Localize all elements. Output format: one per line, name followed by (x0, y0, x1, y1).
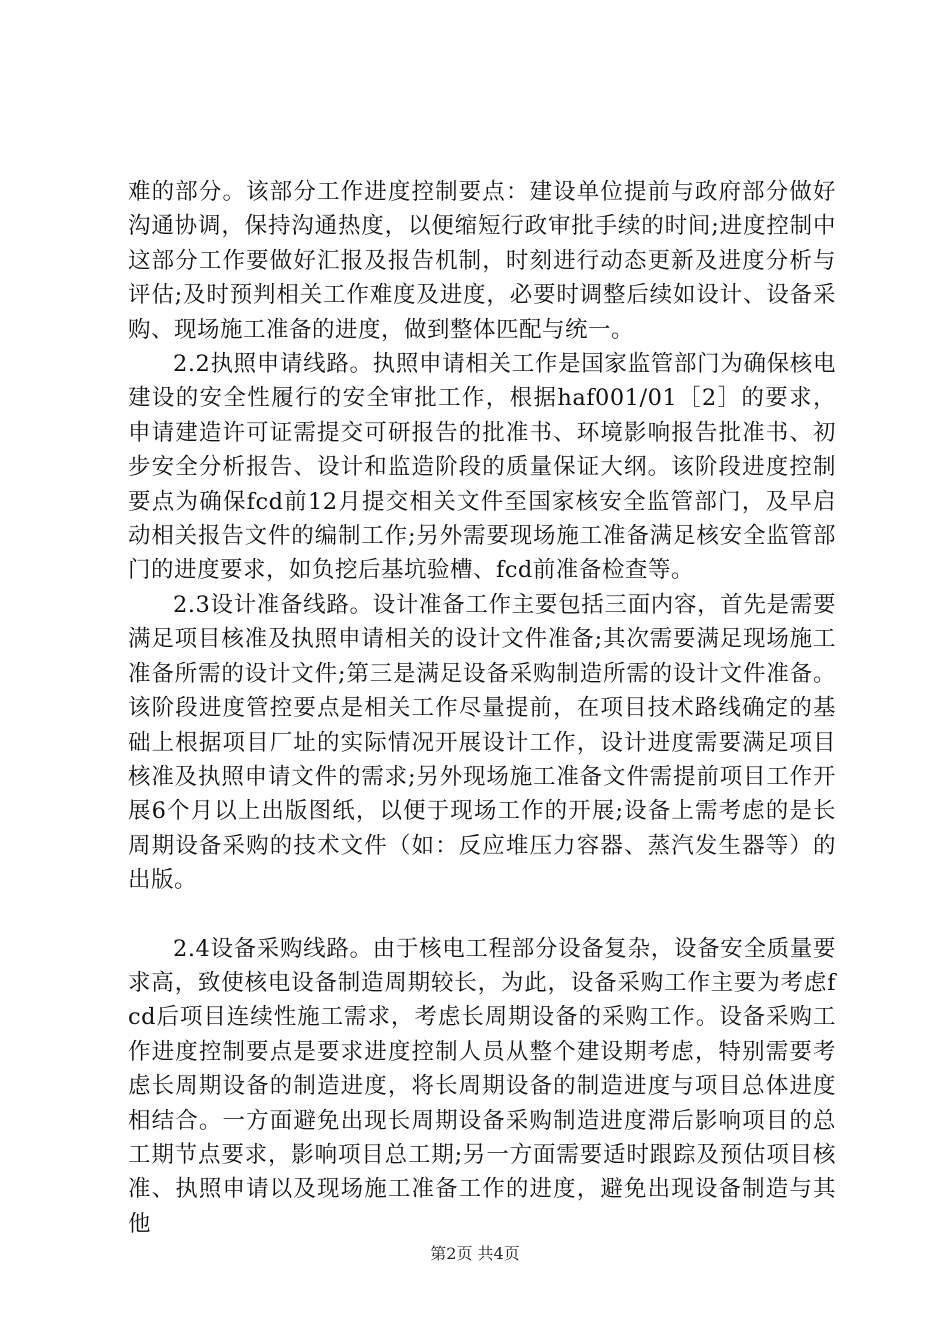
paragraph-equipment-procurement: 2.4设备采购线路。由于核电工程部分设备复杂，设备安全质量要求高，致使核电设备制造周期较长，为此，设备采购工作主要为考虑fcd后项目连续性施工需求，考虑长周期设备的采购工作。设备采购工作进度控制要点是要求进度控制人员从整个建设期考虑，特别需要考虑长周期设备的制造进度，将长周期设备的制造进度与项目总体进度相结合。一方面避免出现长周期设备采购制造进度滞后影响项目的总工期节点要求，影响项目总工期;另一方面需要适时跟踪及预估项目核准、执照申请以及现场施工准备工作的进度，避免出现设备制造与其他 (128, 935, 836, 1237)
paragraph-design-preparation: 2.3设计准备线路。设计准备工作主要包括三面内容，首先是需要满足项目核准及执照申请相关的设计文件准备;其次需要满足现场施工准备所需的设计文件;第三是满足设备采购制造所需的设计文件准备。该阶段进度管控要点是相关工作尽量提前，在项目技术路线确定的基础上根据项目厂址的实际情况开展设计工作，设计进度需要满足项目核准及执照申请文件的需求;另外现场施工准备文件需提前项目工作开展6个月以上出版图纸，以便于现场工作的开展;设备上需考虑的是长周期设备采购的技术文件（如：反应堆压力容器、蒸汽发生器等）的出版。 (128, 591, 836, 894)
paragraph-license-application: 2.2执照申请线路。执照申请相关工作是国家监管部门为确保核电建设的安全性履行的安全审批工作，根据haf001/01［2］的要求，申请建造许可证需提交可研报告的批准书、环境影响报告批准书、初步安全分析报告、设计和监造阶段的质量保证大纲。该阶段进度控制要点为确保fcd前12月提交相关文件至国家核安全监管部门，及早启动相关报告文件的编制工作;另外需要现场施工准备满足核安全监管部门的进度要求，如负挖后基坑验槽、fcd前准备检查等。 (128, 351, 836, 584)
paragraph-continuation: 难的部分。该部分工作进度控制要点：建设单位提前与政府部分做好沟通协调，保持沟通热度，以便缩短行政审批手续的时间;进度控制中这部分工作要做好汇报及报告机制，时刻进行动态更新及进度分析与评估;及时预判相关工作难度及进度，必要时调整后续如设计、设备采购、现场施工准备的进度，做到整体匹配与统一。 (128, 179, 836, 343)
page-number-footer: 第2页 共4页 (430, 1244, 520, 1263)
body-text (128, 175, 836, 1241)
